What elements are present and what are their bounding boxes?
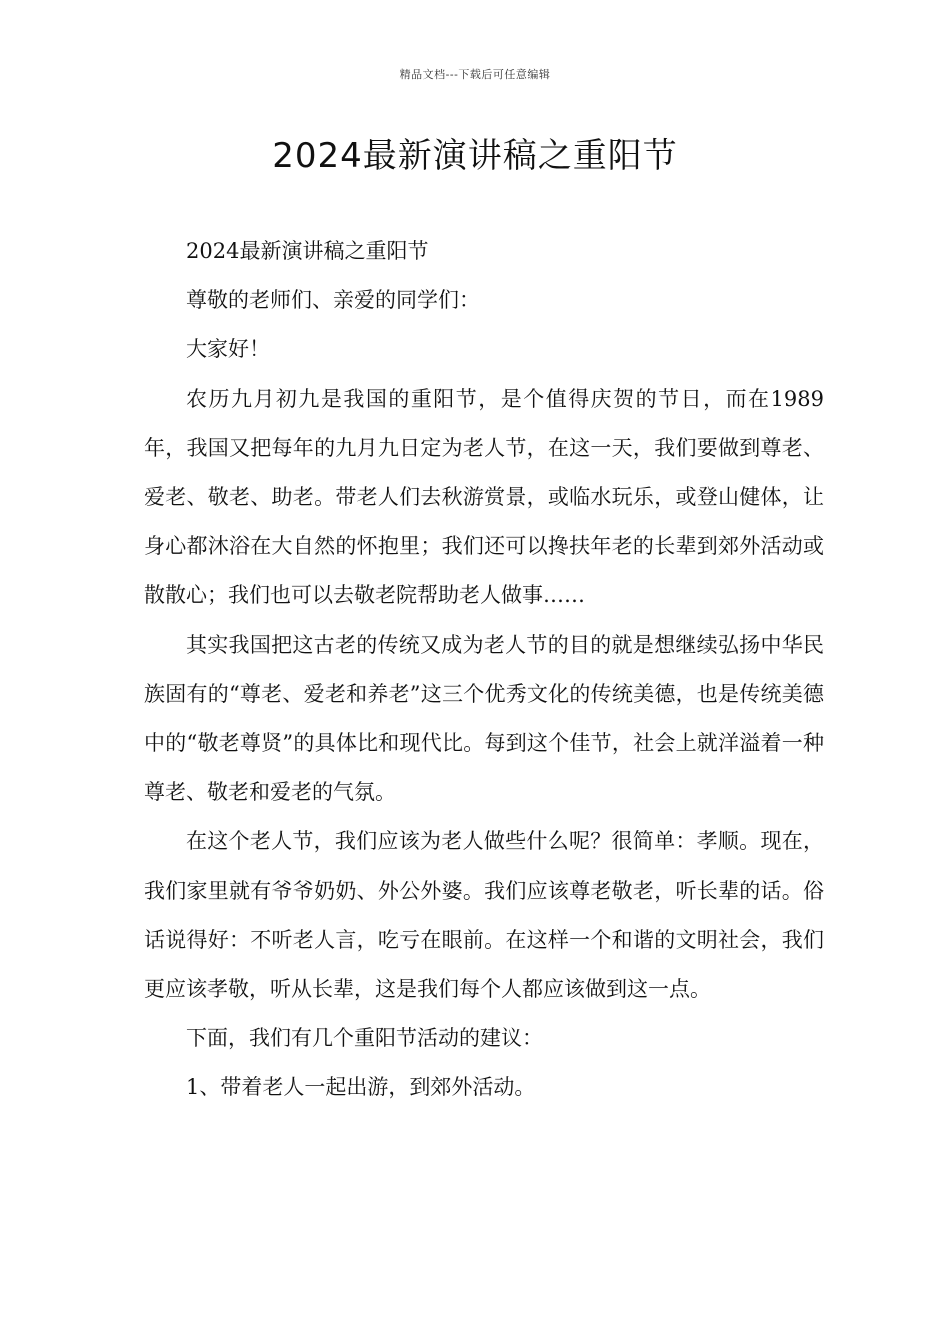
paragraph-salutation: 尊敬的老师们、亲爱的同学们： — [186, 288, 480, 313]
paragraph-body-1: 农历九月初九是我国的重阳节，是个值得庆贺的节日，而在1989年，我国又把每年的九月九日定为老人节，在这一天，我们要做到尊老、爱老、敬老、助老。带老人们去秋游赏景，或临水玩乐，或登山健体，让身心都沐浴在大自然的怀抱里；我们还可以搀扶年老的长辈到郊外活动或散散心；我们也可以去敬老院帮助老人做事…… — [144, 386, 824, 608]
document-body — [144, 227, 824, 1113]
header-note: 精品文档---下载后可任意编辑 — [399, 68, 551, 81]
paragraph-suggestions-intro: 下面，我们有几个重阳节活动的建议： — [186, 1026, 543, 1051]
document-title: 2024最新演讲稿之重阳节 — [272, 136, 678, 176]
paragraph-greeting: 大家好！ — [186, 337, 270, 362]
paragraph-subtitle: 2024最新演讲稿之重阳节 — [186, 239, 429, 263]
paragraph-suggestion-1: 1、带着老人一起出游，到郊外活动。 — [186, 1075, 536, 1100]
paragraph-body-3: 在这个老人节，我们应该为老人做些什么呢？很简单：孝顺。现在，我们家里就有爷爷奶奶、外公外婆。我们应该尊老敬老，听长辈的话。俗话说得好：不听老人言，吃亏在眼前。在这样一个和谐的文明社会，我们更应该孝敬，听从长辈，这是我们每个人都应该做到这一点。 — [144, 829, 824, 1002]
paragraph-body-2: 其实我国把这古老的传统又成为老人节的目的就是想继续弘扬中华民族固有的“尊老、爱老和养老”这三个优秀文化的传统美德，也是传统美德中的“敬老尊贤”的具体比和现代比。每到这个佳节，社会上就洋溢着一种尊老、敬老和爱老的气氛。 — [144, 632, 824, 805]
